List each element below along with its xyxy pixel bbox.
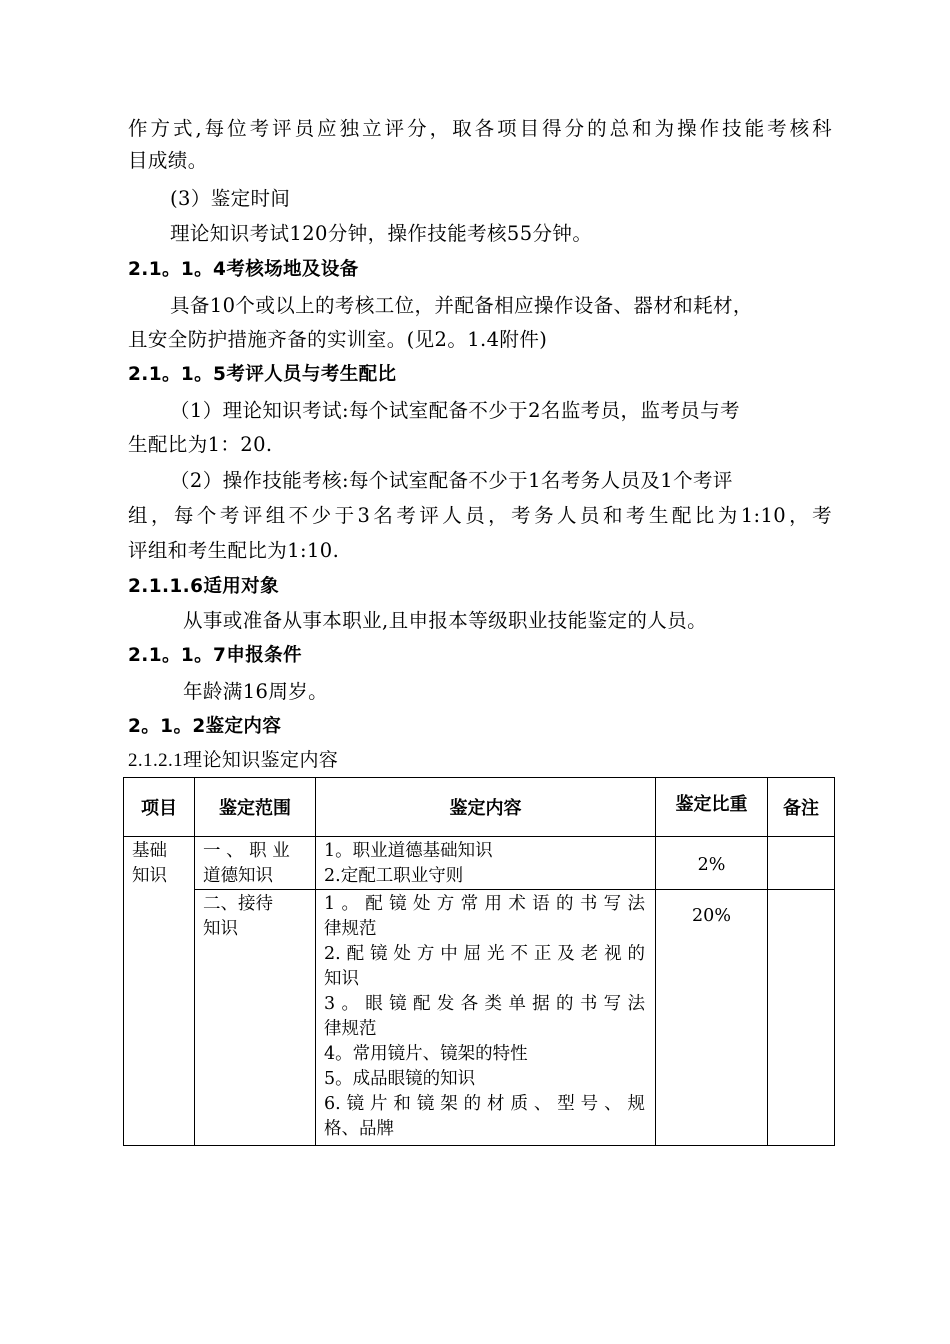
paragraph-time: 理论知识考试120分钟，操作技能考核55分钟。	[170, 222, 593, 245]
theory-knowledge-table	[123, 777, 835, 1146]
header-weight: 鉴定比重	[656, 778, 768, 837]
cell-content: 1。职业道德基础知识 2.定配工职业守则	[316, 837, 656, 890]
cell-item: 基础 知识	[124, 837, 195, 1146]
cell-scope: 二、接待 知识	[195, 890, 316, 1146]
cell-content: 1。配镜处方常用术语的书写法 律规范 2.配镜处方中屈光不正及老视的 知识 3。眼镜配发各类单据的书写法 律规范 4。常用镜片、镜架的特性 5。成品眼镜的知识 6.镜片和镜架的材质、型号、规 格、品牌	[316, 890, 656, 1146]
paragraph-scoring-line1: 作方式,每位考评员应独立评分，取各项目得分的总和为操作技能考核科	[128, 117, 832, 140]
paragraph-ratio2-line2: 组，每个考评组不少于3名考评人员，考务人员和考生配比为1:10，考	[128, 504, 832, 527]
table-row	[124, 837, 835, 890]
cell-scope: 一 、 职 业 道德知识	[195, 837, 316, 890]
cell-note	[768, 890, 835, 1146]
heading-examiner-ratio: 2.1。1。5考评人员与考生配比	[128, 364, 397, 385]
subsection-time-title: (3）鉴定时间	[170, 187, 291, 210]
paragraph-ratio1-line2: 生配比为1：20.	[128, 433, 273, 456]
heading-conditions: 2.1。1。7申报条件	[128, 645, 302, 666]
header-scope: 鉴定范围	[195, 778, 316, 837]
heading-content: 2。1。2鉴定内容	[128, 716, 282, 737]
paragraph-site-line1: 具备10个或以上的考核工位，并配备相应操作设备、器材和耗材，	[170, 294, 753, 317]
cell-weight: 20%	[656, 890, 768, 1146]
paragraph-site-line2: 且安全防护措施齐备的实训室。(见2。1.4附件)	[128, 328, 548, 351]
heading-target: 2.1.1.6适用对象	[128, 576, 279, 597]
paragraph-ratio2-line1: （2）操作技能考核:每个试室配备不少于1名考务人员及1个考评	[170, 469, 733, 492]
table-caption: 2.1.2.1理论知识鉴定内容	[128, 750, 339, 771]
header-note: 备注	[768, 778, 835, 837]
paragraph-target: 从事或准备从事本职业,且申报本等级职业技能鉴定的人员。	[183, 609, 707, 632]
cell-note	[768, 837, 835, 890]
header-item: 项目	[124, 778, 195, 837]
heading-site-equipment: 2.1。1。4考核场地及设备	[128, 259, 359, 280]
paragraph-scoring-line2: 目成绩。	[128, 149, 208, 172]
header-content: 鉴定内容	[316, 778, 656, 837]
paragraph-conditions: 年龄满16周岁。	[183, 680, 329, 703]
paragraph-ratio1-line1: （1）理论知识考试:每个试室配备不少于2名监考员，监考员与考	[170, 399, 740, 422]
cell-weight: 2%	[656, 837, 768, 890]
table-row	[124, 890, 835, 1146]
table-header-row	[124, 778, 835, 837]
paragraph-ratio2-line3: 评组和考生配比为1:10.	[128, 539, 340, 562]
